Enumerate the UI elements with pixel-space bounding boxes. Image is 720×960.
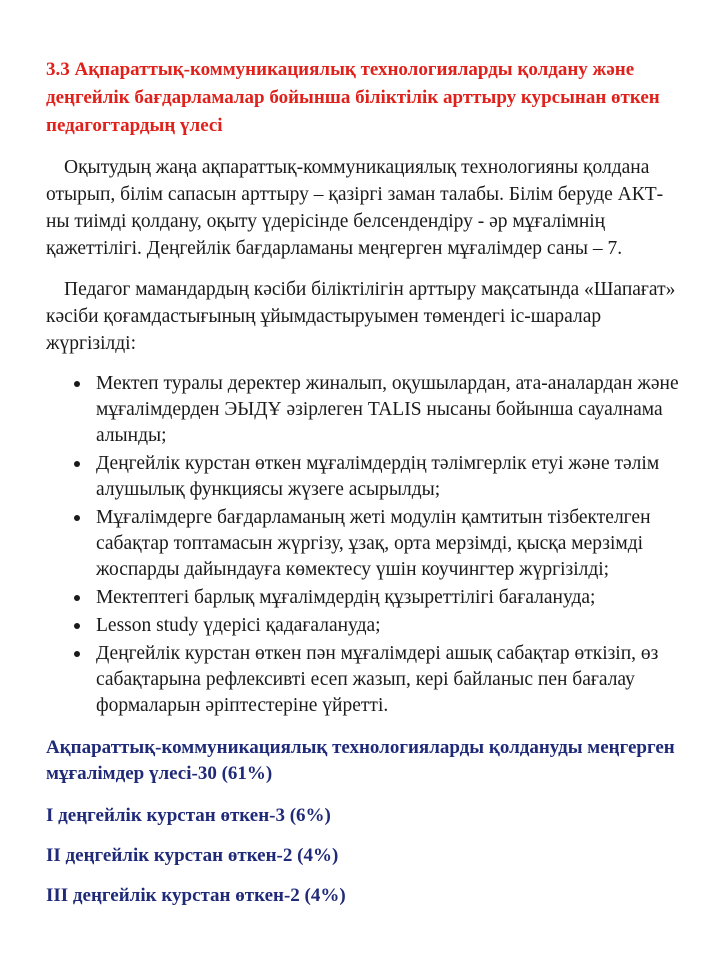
bullet-icon	[74, 381, 80, 387]
bullet-icon	[74, 515, 80, 521]
list-item	[46, 371, 684, 449]
level-1-course-stat: І деңгейлік курстан өткен-3 (6%)	[46, 805, 331, 826]
ict-teachers-share: Ақпараттық-коммуникациялық технологияларды қолдануды меңгерген мұғалімдер үлесі-30 (61%)	[46, 737, 675, 784]
list-item	[46, 505, 684, 583]
list-item-text: Мектеп туралы деректер жиналып, оқушылардан, ата-аналардан және мұғалімдерден ЭЫДҰ әзірлеген TALIS нысаны бойынша сауалнама алынды;	[96, 373, 679, 446]
bullet-icon	[74, 461, 80, 467]
bullet-icon	[74, 623, 80, 629]
intro-paragraph: Оқытудың жаңа ақпараттық-коммуникациялық технологияны қолдана отырып, білім сапасын арттыру – қазіргі заман талабы. Білім беруде АКТ-ны тиімді қолдану, оқыту үдерісінде белсендендіру - әр мұғалімнің қажеттілігі. Деңгейлік бағдарламаны меңгерген мұғалімдер саны – 7.	[46, 157, 664, 259]
list-item	[46, 641, 684, 719]
list-item-text: Мектептегі барлық мұғалімдердің құзыреттілігі бағалануда;	[96, 587, 596, 608]
section-heading: 3.3 Ақпараттық-коммуникациялық технологияларды қолдану және деңгейлік бағдарламалар бойынша біліктілік арттыру курсынан өткен педагогтардың үлесі	[46, 59, 660, 136]
activities-intro-paragraph: Педагог мамандардың кәсіби біліктілігін арттыру мақсатында «Шапағат» кәсіби қоғамдастығының ұйымдастыруымен төмендегі іс-шаралар жүргізілді:	[46, 279, 676, 354]
bullet-icon	[74, 595, 80, 601]
level-2-course-stat: ІІ деңгейлік курстан өткен-2 (4%)	[46, 845, 339, 866]
list-item-text: Lesson study үдерісі қадағалануда;	[96, 615, 381, 636]
list-item-text: Деңгейлік курстан өткен пән мұғалімдері ашық сабақтар өткізіп, өз сабақтарына рефлексивті есеп жазып, кері байланыс пен бағалау формаларын әріптестеріне үйретті.	[96, 643, 659, 716]
list-item	[46, 613, 684, 639]
bullet-icon	[74, 651, 80, 657]
list-item	[46, 451, 684, 503]
list-item	[46, 585, 684, 611]
list-item-text: Мұғалімдерге бағдарламаның жеті модулін қамтитын тізбектелген сабақтар топтамасын жүргізу, ұзақ, орта мерзімді, қысқа мерзімді жоспарды дайындауға көмектесу үшін коучингтер жүргізілді;	[96, 507, 651, 580]
list-item-text: Деңгейлік курстан өткен мұғалімдердің тәлімгерлік етуі және тәлім алушылық функциясы жүзеге асырылды;	[96, 453, 660, 500]
level-3-course-stat: ІІІ деңгейлік курстан өткен-2 (4%)	[46, 885, 346, 906]
activities-list	[46, 371, 684, 719]
